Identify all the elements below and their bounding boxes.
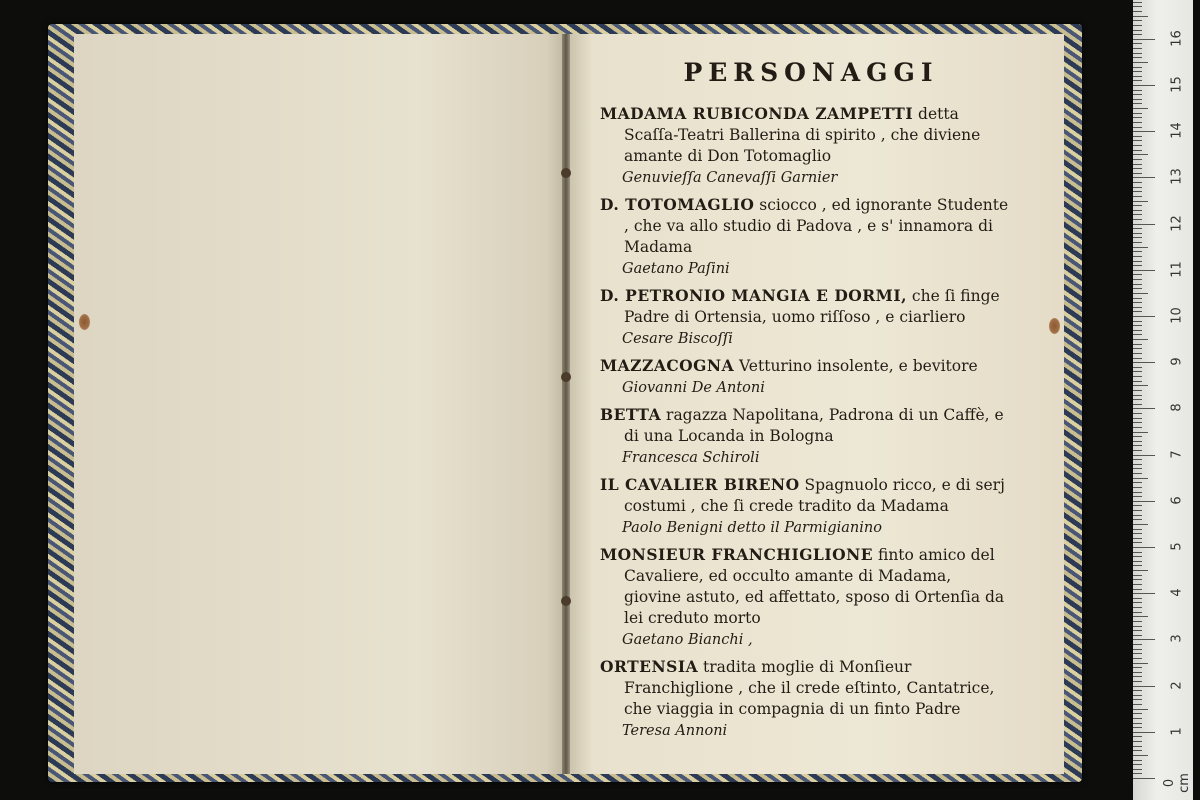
ruler-tick	[1133, 127, 1142, 128]
ruler-tick	[1133, 690, 1142, 691]
ruler-number: 15	[1169, 76, 1185, 93]
ruler-tick	[1133, 53, 1142, 54]
ruler-tick	[1133, 653, 1142, 654]
ruler-tick	[1133, 556, 1142, 557]
cast-entry	[600, 285, 1012, 350]
ruler-tick	[1133, 256, 1142, 257]
character-description: detta Scaſſa-Teatri Ballerina di spirito , che diviene amante di Don Totomaglio	[624, 105, 981, 165]
ruler-tick	[1133, 681, 1142, 682]
ruler-number: 7	[1169, 449, 1185, 459]
ruler-tick	[1133, 621, 1142, 622]
ruler-tick	[1133, 755, 1148, 756]
cast-entry	[600, 404, 1012, 469]
ruler-tick	[1133, 459, 1142, 460]
ruler-unit-label: 0 cm	[1162, 773, 1192, 793]
ruler-tick	[1133, 626, 1142, 627]
ruler-number: 8	[1169, 403, 1185, 413]
ruler-tick	[1133, 288, 1142, 289]
actor-name: Genuvieſſa Canevaſſi Garnier	[622, 170, 838, 186]
character-description: tradita moglie di Monſieur Franchiglione , che il crede eſtinto, Cantatrice, che viaggia in compagnia di un finto Padre	[624, 658, 995, 718]
ruler-tick	[1133, 464, 1142, 465]
ruler-tick	[1133, 90, 1142, 91]
ruler-tick	[1133, 219, 1142, 220]
ruler-tick	[1133, 505, 1142, 506]
ruler-tick	[1133, 760, 1142, 761]
ruler-number: 16	[1169, 30, 1185, 47]
ruler-tick	[1133, 302, 1142, 303]
cast-entry	[600, 103, 1012, 189]
binding-stitch	[561, 372, 571, 382]
ruler-number: 9	[1169, 357, 1185, 366]
ruler-tick	[1133, 353, 1142, 354]
ruler-tick	[1133, 99, 1142, 100]
ruler-tick	[1133, 676, 1142, 677]
ruler-tick	[1133, 399, 1142, 400]
ruler-tick	[1133, 168, 1142, 169]
actor-name: Giovanni De Antoni	[622, 380, 765, 396]
ruler-tick	[1133, 237, 1142, 238]
character-description: Spagnuolo ricco, e di serj costumi , che ſi crede tradito da Madama	[624, 476, 1005, 515]
ruler-tick	[1133, 432, 1148, 433]
cast-entry	[600, 194, 1012, 280]
ruler-tick	[1133, 2, 1142, 3]
ruler-tick	[1133, 723, 1142, 724]
left-page	[74, 34, 566, 774]
ruler-tick	[1133, 699, 1142, 700]
character-name: MAZZACOGNA	[600, 356, 735, 375]
ruler-tick	[1133, 330, 1142, 331]
ruler-tick	[1133, 145, 1142, 146]
ruler-tick	[1133, 427, 1142, 428]
ruler-tick	[1133, 390, 1142, 391]
character-name: D. TOTOMAGLIO	[600, 195, 755, 214]
actor-name: Cesare Biscoſſi	[622, 331, 733, 347]
ruler-tick	[1133, 704, 1142, 705]
ruler-tick	[1133, 362, 1155, 363]
ruler-tick	[1133, 436, 1142, 437]
ruler-number: 10	[1169, 307, 1185, 324]
ruler-tick	[1133, 117, 1142, 118]
ruler-tick	[1133, 34, 1142, 35]
ruler-tick	[1133, 413, 1142, 414]
ruler-tick	[1133, 150, 1142, 151]
character-name: D. PETRONIO MANGIA E DORMI,	[600, 286, 907, 305]
ruler-tick	[1133, 242, 1142, 243]
ruler-tick	[1133, 25, 1142, 26]
ruler-tick	[1133, 154, 1148, 155]
ruler-tick	[1133, 510, 1142, 511]
page-title: PERSONAGGI	[683, 58, 939, 87]
ruler-tick	[1133, 67, 1142, 68]
ruler-tick	[1133, 11, 1142, 12]
ruler-tick	[1133, 16, 1148, 17]
ruler-tick	[1133, 251, 1142, 252]
ruler-tick	[1133, 201, 1148, 202]
ruler-tick	[1133, 570, 1148, 571]
ruler-tick	[1133, 177, 1155, 178]
ruler-tick	[1133, 43, 1142, 44]
foxing-stain	[79, 314, 90, 330]
ruler-tick	[1133, 552, 1142, 553]
ruler-tick	[1133, 395, 1142, 396]
ruler-tick	[1133, 76, 1142, 77]
ruler-tick	[1133, 778, 1155, 779]
ruler-tick	[1133, 39, 1155, 40]
ruler-tick	[1133, 533, 1142, 534]
ruler-tick	[1133, 579, 1142, 580]
ruler-tick	[1133, 140, 1142, 141]
ruler-tick	[1133, 344, 1142, 345]
ruler-tick	[1133, 658, 1142, 659]
ruler-tick	[1133, 741, 1142, 742]
ruler-tick	[1133, 182, 1142, 183]
ruler-tick	[1133, 630, 1142, 631]
ruler-tick	[1133, 422, 1142, 423]
ruler-tick	[1133, 71, 1142, 72]
ruler-number: 5	[1169, 542, 1185, 551]
ruler-tick	[1133, 542, 1142, 543]
ruler-tick	[1133, 709, 1148, 710]
ruler-tick	[1133, 649, 1142, 650]
ruler-tick	[1133, 122, 1142, 123]
ruler-tick	[1133, 408, 1155, 409]
ruler-tick	[1133, 769, 1142, 770]
ruler-tick	[1133, 529, 1142, 530]
ruler-tick	[1133, 519, 1142, 520]
actor-name: Teresa Annoni	[622, 723, 728, 739]
ruler-tick	[1133, 108, 1148, 109]
actor-name: Gaetano Paſini	[622, 261, 730, 277]
actor-name: Francesca Schiroli	[622, 450, 760, 466]
ruler-tick	[1133, 321, 1142, 322]
ruler-tick	[1133, 713, 1142, 714]
ruler-tick	[1133, 173, 1142, 174]
character-name: BETTA	[600, 405, 662, 424]
character-name: MONSIEUR FRANCHIGLIONE	[600, 545, 874, 564]
ruler-tick	[1133, 584, 1142, 585]
ruler-tick	[1133, 593, 1155, 594]
ruler-number: 13	[1169, 168, 1185, 186]
ruler-tick	[1133, 274, 1142, 275]
ruler-number: 3	[1169, 634, 1185, 644]
character-description: che ſi finge Padre di Ortensia, uomo riſſoso , e ciarliero	[624, 287, 1000, 326]
ruler-tick	[1133, 672, 1142, 673]
ruler-tick	[1133, 385, 1148, 386]
character-description: sciocco , ed ignorante Studente , che va allo studio di Padova , e s' innamora di Madama	[624, 196, 1009, 256]
cast-entry	[600, 544, 1012, 651]
ruler-tick	[1133, 367, 1142, 368]
ruler-number: 1	[1169, 727, 1185, 736]
ruler-tick	[1133, 233, 1142, 234]
ruler-tick	[1133, 57, 1142, 58]
ruler-tick	[1133, 750, 1142, 751]
ruler-tick	[1133, 348, 1142, 349]
ruler-tick	[1133, 376, 1142, 377]
ruler-tick	[1133, 602, 1142, 603]
ruler-tick	[1133, 695, 1142, 696]
ruler-tick	[1133, 404, 1142, 405]
character-name: IL CAVALIER BIRENO	[600, 475, 800, 494]
ruler-tick	[1133, 473, 1142, 474]
ruler-tick	[1133, 48, 1142, 49]
ruler-tick	[1133, 325, 1142, 326]
ruler-tick	[1133, 94, 1142, 95]
ruler-tick	[1133, 270, 1155, 271]
ruler-tick	[1133, 524, 1148, 525]
ruler-tick	[1133, 311, 1142, 312]
ruler-tick	[1133, 736, 1142, 737]
ruler-tick	[1133, 639, 1155, 640]
ruler-tick	[1133, 6, 1142, 7]
ruler-tick	[1133, 492, 1142, 493]
ruler-tick	[1133, 764, 1142, 765]
ruler-tick	[1133, 205, 1142, 206]
ruler-number: 14	[1169, 122, 1185, 139]
ruler-number: 6	[1169, 496, 1185, 505]
ruler-tick	[1133, 727, 1142, 728]
ruler-tick	[1133, 565, 1142, 566]
ruler-tick	[1133, 635, 1142, 636]
ruler-tick	[1133, 746, 1142, 747]
ruler-tick	[1133, 478, 1148, 479]
ruler-tick	[1133, 371, 1142, 372]
ruler-number: 2	[1169, 680, 1185, 690]
ruler-tick	[1133, 358, 1142, 359]
ruler-tick	[1133, 718, 1142, 719]
ruler-tick	[1133, 191, 1142, 192]
ruler-tick	[1133, 538, 1142, 539]
ruler-tick	[1133, 418, 1142, 419]
ruler-tick	[1133, 334, 1142, 335]
ruler-tick	[1133, 547, 1155, 548]
ruler-tick	[1133, 214, 1142, 215]
ruler-tick	[1133, 644, 1142, 645]
ruler-number: 4	[1169, 588, 1185, 597]
binding-stitch	[561, 168, 571, 178]
actor-name: Paolo Benigni detto il Parmigianino	[622, 520, 882, 536]
ruler-tick	[1133, 210, 1142, 211]
ruler-tick	[1133, 279, 1142, 280]
ruler-tick	[1133, 136, 1142, 137]
ruler-tick	[1133, 85, 1155, 86]
ruler-number: 12	[1169, 214, 1185, 232]
ruler-tick	[1133, 667, 1142, 668]
actor-name: Gaetano Bianchi ,	[622, 632, 753, 648]
ruler-tick	[1133, 339, 1148, 340]
foxing-stain	[1049, 318, 1060, 334]
character-description: Vetturino insolente, e bevitore	[734, 357, 978, 375]
ruler-tick	[1133, 20, 1142, 21]
ruler-tick	[1133, 598, 1142, 599]
ruler-tick	[1133, 441, 1142, 442]
measurement-ruler	[1133, 0, 1193, 800]
cast-entry	[600, 656, 1012, 742]
ruler-tick	[1133, 575, 1142, 576]
ruler-tick	[1133, 455, 1155, 456]
ruler-tick	[1133, 732, 1155, 733]
cast-list	[600, 58, 1012, 747]
ruler-tick	[1133, 228, 1142, 229]
character-description: ragazza Napolitana, Padrona di un Caffè, e di una Locanda in Bologna	[624, 406, 1004, 445]
ruler-tick	[1133, 663, 1148, 664]
character-name: ORTENSIA	[600, 657, 699, 676]
ruler-tick	[1133, 316, 1155, 317]
ruler-tick	[1133, 261, 1142, 262]
ruler-tick	[1133, 62, 1148, 63]
ruler-tick	[1133, 164, 1142, 165]
ruler-number: 11	[1169, 261, 1185, 278]
book-gutter	[562, 34, 570, 774]
ruler-tick	[1133, 773, 1142, 774]
binding-stitch	[561, 596, 571, 606]
ruler-tick	[1133, 224, 1155, 225]
ruler-tick	[1133, 131, 1155, 132]
ruler-tick	[1133, 561, 1142, 562]
ruler-tick	[1133, 196, 1142, 197]
ruler-tick	[1133, 496, 1142, 497]
ruler-tick	[1133, 265, 1142, 266]
ruler-tick	[1133, 30, 1142, 31]
ruler-tick	[1133, 445, 1142, 446]
ruler-tick	[1133, 468, 1142, 469]
character-name: MADAMA RUBICONDA ZAMPETTI	[600, 104, 914, 123]
ruler-tick	[1133, 247, 1148, 248]
cast-entry	[600, 474, 1012, 539]
ruler-tick	[1133, 501, 1155, 502]
ruler-tick	[1133, 487, 1142, 488]
ruler-tick	[1133, 686, 1155, 687]
ruler-tick	[1133, 515, 1142, 516]
ruler-tick	[1133, 284, 1142, 285]
ruler-tick	[1133, 482, 1142, 483]
character-description: finto amico del Cavaliere, ed occulto amante di Madama, giovine astuto, ed affettato, sposo di Ortenſia da lei creduto morto	[624, 546, 1005, 627]
ruler-tick	[1133, 381, 1142, 382]
cast-entry	[600, 355, 1012, 399]
ruler-tick	[1133, 80, 1142, 81]
ruler-tick	[1133, 187, 1142, 188]
ruler-tick	[1133, 589, 1142, 590]
ruler-tick	[1133, 612, 1142, 613]
ruler-tick	[1133, 307, 1142, 308]
ruler-tick	[1133, 450, 1142, 451]
ruler-tick	[1133, 113, 1142, 114]
ruler-tick	[1133, 293, 1148, 294]
ruler-tick	[1133, 298, 1142, 299]
ruler-tick	[1133, 616, 1148, 617]
ruler-tick	[1133, 607, 1142, 608]
ruler-tick	[1133, 103, 1142, 104]
ruler-tick	[1133, 159, 1142, 160]
